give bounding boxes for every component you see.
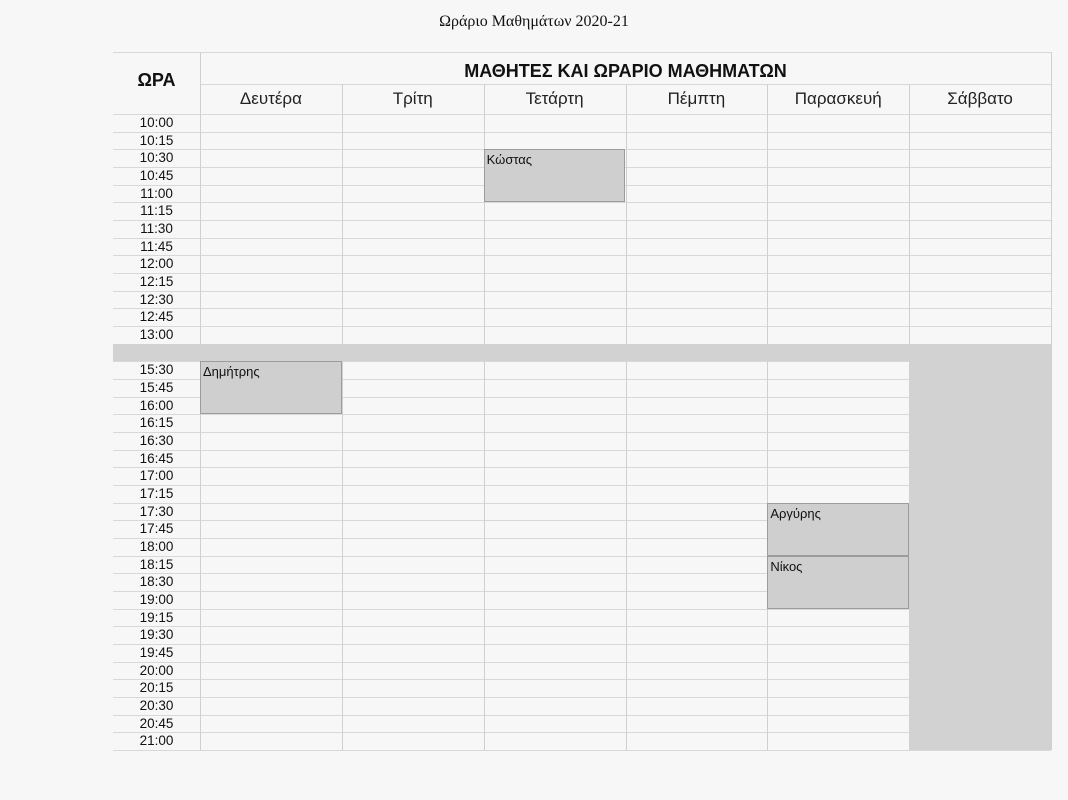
day-header: Τρίτη — [392, 89, 433, 108]
grid-hline — [113, 291, 1051, 292]
student-name: Αργύρης — [770, 505, 821, 521]
time-label: 20:30 — [139, 698, 174, 714]
hour-column-header: ΩΡΑ — [137, 70, 176, 90]
time-label: 11:15 — [140, 203, 173, 219]
appointment-block[interactable] — [767, 556, 909, 609]
student-name: Κώστας — [486, 152, 533, 168]
time-label: 10:00 — [139, 115, 174, 130]
student-name: Νίκος — [770, 558, 803, 574]
grid-vline — [1051, 52, 1052, 750]
grid-hline — [113, 750, 1051, 751]
time-label: 17:30 — [139, 503, 174, 519]
time-label: 16:00 — [139, 397, 174, 413]
day-header: Σάββατο — [947, 89, 1013, 108]
time-label: 16:45 — [139, 450, 174, 466]
grid-hline — [113, 273, 1051, 274]
grid-hline — [113, 114, 1051, 115]
table-main-header: ΜΑΘΗΤΕΣ ΚΑΙ ΩΡΑΡΙΟ ΜΑΘΗΜΑΤΩΝ — [464, 61, 787, 81]
time-label: 19:30 — [139, 627, 174, 643]
time-label: 16:30 — [139, 433, 174, 449]
grid-vline — [342, 84, 343, 750]
unavailable-block — [909, 361, 1051, 750]
time-label: 20:45 — [139, 715, 174, 731]
grid-hline — [113, 238, 1051, 239]
student-name: Δημήτρης — [203, 364, 260, 380]
appointment-block[interactable] — [200, 361, 342, 414]
grid-hline — [113, 52, 1051, 53]
time-label: 18:00 — [139, 539, 174, 555]
appointment-block[interactable] — [767, 503, 909, 556]
time-label: 13:00 — [139, 327, 174, 343]
time-label: 10:30 — [139, 150, 174, 166]
day-header: Πέμπτη — [667, 89, 726, 108]
time-label: 17:45 — [139, 521, 174, 537]
time-label: 19:00 — [139, 592, 174, 608]
time-label: 10:15 — [139, 132, 174, 148]
time-label: 10:45 — [139, 168, 174, 183]
time-label: 12:00 — [139, 256, 174, 272]
time-label: 16:15 — [139, 415, 174, 431]
day-header: Παρασκευή — [794, 89, 882, 108]
day-header: Τετάρτη — [525, 89, 584, 108]
time-label: 18:30 — [139, 574, 174, 590]
time-label: 15:30 — [139, 362, 174, 378]
break-row — [113, 344, 1051, 362]
appointment-block[interactable] — [484, 149, 626, 202]
grid-vline — [626, 84, 627, 750]
time-label: 17:15 — [139, 486, 174, 502]
time-label: 11:30 — [140, 221, 173, 237]
time-label: 12:30 — [139, 291, 174, 307]
time-label: 15:45 — [139, 380, 174, 396]
time-label: 20:15 — [139, 680, 174, 696]
time-label: 19:15 — [139, 609, 174, 625]
grid-hline — [113, 255, 1051, 256]
time-label: 18:15 — [139, 556, 174, 572]
schedule-table — [113, 52, 1051, 748]
time-label: 17:00 — [139, 468, 174, 484]
grid-hline — [113, 326, 1051, 327]
time-label: 12:15 — [139, 274, 174, 290]
grid-hline — [113, 202, 1051, 203]
time-label: 12:45 — [139, 309, 174, 325]
time-label: 11:00 — [140, 185, 173, 201]
time-label: 11:45 — [140, 238, 173, 254]
time-label: 19:45 — [139, 645, 174, 661]
grid-hline — [113, 220, 1051, 221]
grid-vline — [767, 84, 768, 750]
grid-hline — [113, 132, 1051, 133]
document-title: Ωράριο Μαθημάτων 2020-21 — [439, 13, 629, 30]
day-header: Δευτέρα — [239, 89, 302, 108]
grid-hline — [113, 308, 1051, 309]
time-label: 21:00 — [139, 733, 174, 749]
time-label: 20:00 — [139, 662, 174, 678]
